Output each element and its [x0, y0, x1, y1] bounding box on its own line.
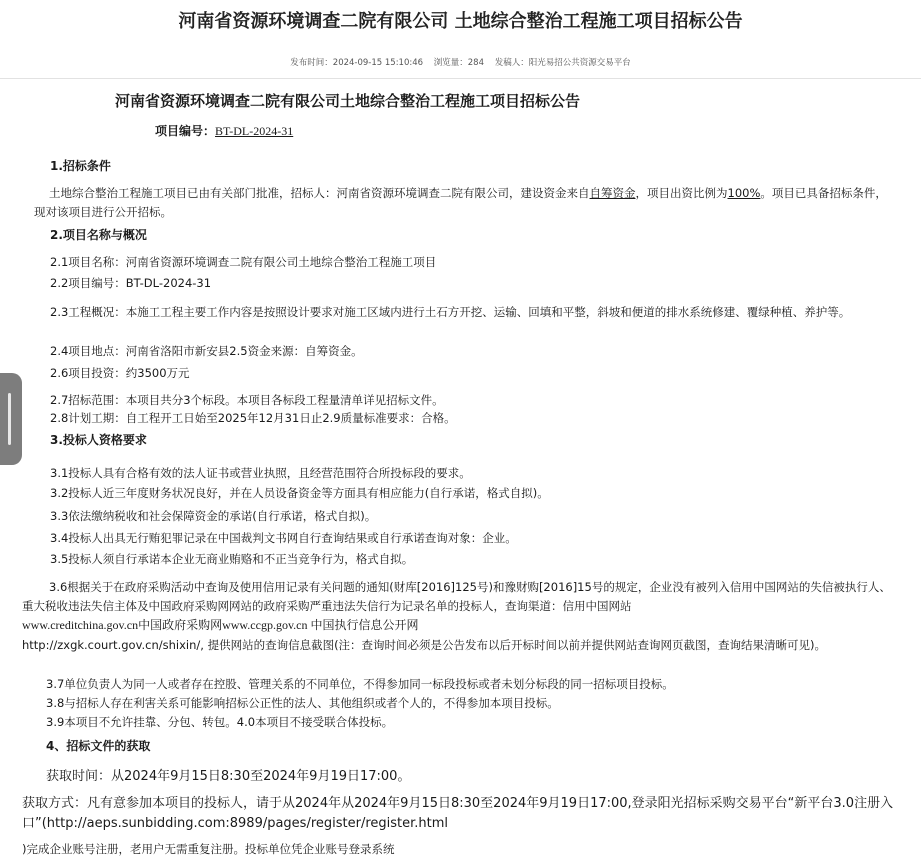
s2-item-5: 2.6项目投资：约3500万元 — [50, 366, 190, 380]
view-count: 浏览量：284 — [433, 58, 484, 68]
section-1-heading: 1.招标条件 — [50, 159, 111, 173]
s2-item-6: 2.7招标范围：本项目共分3个标段。本项目各标段工程量清单详见招标文件。 — [50, 393, 444, 407]
s3-item-7: 3.7单位负责人为同一人或者存在控股、管理关系的不同单位，不得参加同一标段投标或者未划分标段的同一招标项目投标。 — [46, 677, 674, 691]
s1-ratio: 100% — [727, 186, 761, 200]
s2-item-4: 2.4项目地点：河南省洛阳市新安县2.5资金来源：自筹资金。 — [50, 344, 363, 358]
s3-item-4: 3.4投标人出具无行贿犯罪记录在中国裁判文书网自行查询结果或自行承诺查询对象：企业。 — [50, 531, 517, 545]
publish-time: 发布时间：2024-09-15 15:10:46 — [290, 58, 424, 68]
project-number-label: 项目编号： — [155, 124, 216, 138]
section-1-text — [34, 184, 892, 222]
s3-item-5: 3.5投标人须自行承诺本企业无商业贿赂和不正当竞争行为，格式自拟。 — [50, 552, 414, 566]
page-title: 河南省资源环境调查二院有限公司 土地综合整治工程施工项目招标公告 — [178, 11, 743, 32]
s2-item-3: 2.3工程概况：本施工工程主要工作内容是按照设计要求对施工区域内进行土石方开挖、运输、回填和平整，斜坡和便道的排水系统修建、覆绿种植、养护等。 — [50, 305, 851, 319]
side-drawer-handle[interactable] — [0, 373, 22, 465]
s3-item-6-note: http://zxgk.court.gov.cn/shixin/, 提供网站的查询信息截图(注：查询时间必须是公告发布以后开标时间以前并提供网站查询网页截图，查询结果清晰可见)。 — [22, 638, 827, 652]
project-number-value: BT-DL-2024-31 — [215, 124, 294, 138]
s3-item-9: 3.9本项目不允许挂靠、分包、转包。4.0本项目不接受联合体投标。 — [46, 715, 394, 729]
s2-item-1: 2.1项目名称：河南省资源环境调查二院有限公司土地综合整治工程施工项目 — [50, 255, 437, 269]
s1-text-b: ，项目出资比例为 — [635, 186, 728, 200]
s1-text-c: 。项目已具备招标条件，现对该项目进行公开招标。 — [34, 186, 887, 219]
divider — [0, 78, 921, 79]
s3-item-1: 3.1投标人具有合格有效的法人证书或营业执照，且经营范围符合所投标段的要求。 — [50, 466, 471, 480]
s4-method-cont: )完成企业账号注册，老用户无需重复注册。投标单位凭企业账号登录系统 — [22, 842, 395, 856]
s3-item-6-links: www.creditchina.gov.cn中国政府采购网www.ccgp.gov.cn 中国执行信息公开网 — [22, 618, 419, 632]
s3-item-8: 3.8与招标人存在利害关系可能影响招标公正性的法人、其他组织或者个人的，不得参加本项目投标。 — [46, 696, 559, 710]
s1-text-a: 土地综合整治工程施工项目已由有关部门批准，招标人：河南省资源环境调查二院有限公司，建设资金来自 — [49, 186, 590, 200]
section-4-heading: 4、招标文件的获取 — [46, 739, 151, 753]
s4-method: 获取方式：凡有意参加本项目的投标人，请于从2024年从2024年9月15日8:30至2024年9月19日17:00,登录阳光招标采购交易平台“新平台3.0注册入口”(http://aeps.sunbidding.com:8989/pages/register/register.html — [22, 796, 894, 831]
meta-info — [0, 57, 921, 69]
section-2-heading: 2.项目名称与概况 — [50, 228, 147, 242]
publisher: 发稿人：阳光易招公共资源交易平台 — [494, 58, 631, 68]
section-3-heading: 3.投标人资格要求 — [50, 433, 147, 447]
s3-item-3: 3.3依法缴纳税收和社会保障资金的承诺(自行承诺，格式自拟)。 — [50, 509, 377, 523]
s3-item-2: 3.2投标人近三年度财务状况良好，并在人员设备资金等方面具有相应能力(自行承诺，格式自拟)。 — [50, 486, 549, 500]
s1-fund-source: 自筹资金 — [589, 186, 636, 200]
s2-item-7: 2.8计划工期：自工程开工日始至2025年12月31日止2.9质量标准要求：合格。 — [50, 411, 456, 425]
s3-item-6: 3.6根据关于在政府采购活动中查询及使用信用记录有关问题的通知(财库[2016]125号)和豫财购[2016]15号的规定，企业没有被列入信用中国网站的失信被执行人、重大税收违法失信主体及中国政府采购网网站的政府采购严重违法失信行为记录名单的投标人，查询渠道：信用中国网站 — [22, 580, 891, 613]
handle-bar-icon — [8, 393, 11, 445]
s2-item-2: 2.2项目编号：BT-DL-2024-31 — [50, 276, 212, 290]
s4-time: 获取时间：从2024年9月15日8:30至2024年9月19日17:00。 — [46, 769, 411, 784]
project-number — [155, 122, 293, 140]
document-title: 河南省资源环境调查二院有限公司土地综合整治工程施工项目招标公告 — [115, 92, 581, 110]
